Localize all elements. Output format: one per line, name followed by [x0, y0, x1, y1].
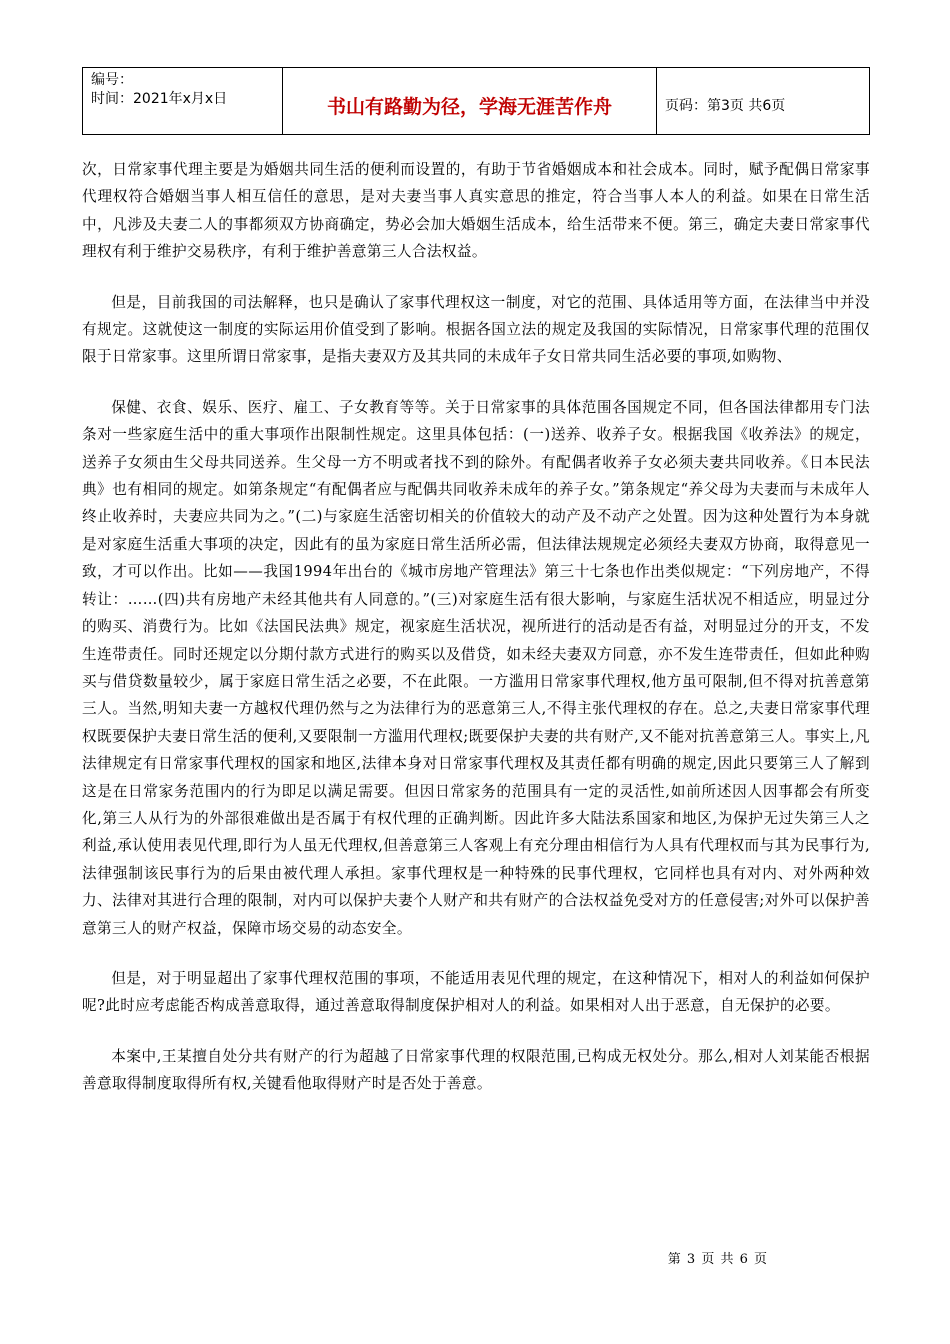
document-number-label: 编号：: [91, 72, 133, 88]
header-page-number: 页码：第3页 共6页: [665, 98, 786, 114]
page-footer: 第 3 页 共 6 页: [667, 1252, 768, 1267]
page-header: [82, 67, 870, 135]
paragraph-3: 保健、衣食、娱乐、医疗、雇工、子女教育等等。关于日常家事的具体范围各国规定不同，但各国法律都用专门法条对一些家庭生活中的重大事项作出限制性规定。这里具体包括：(一)送养、收养子女。根据我国《收养法》的规定，送养子女须由生父母共同送养。生父母一方不明或者找不到的除外。有配偶者收养子女必须夫妻共同收养。《日本民法典》也有相同的规定。如第条规定“有配偶者应与配偶共同收养未成年的养子女。”第条规定“养父母为夫妻而与未成年人终止收养时，夫妻应共同为之。”(二)与家庭生活密切相关的价值较大的动产及不动产之处置。因为这种处置行为本身就是对家庭生活重大事项的决定，因此有的虽为家庭日常生活所必需，但法律法规规定必须经夫妻双方协商，取得意见一致，才可以作出。比如——我国1994年出台的《城市房地产管理法》第三十七条也作出类似规定：“下列房地产，不得转让：……(四)共有房地产未经其他共有人同意的。”(三)对家庭生活有很大影响，与家庭生活状况不相适应，明显过分的购买、消费行为。比如《法国民法典》规定，视家庭生活状况，视所进行的活动是否有益，对明显过分的开支，不发生连带责任。同时还规定以分期付款方式进行的购买以及借贷，如未经夫妻双方同意，亦不发生连带责任，但如此种购买与借贷数量较少，属于家庭日常生活之必要，不在此限。一方滥用日常家事代理权,他方虽可限制,但不得对抗善意第三人。当然,明知夫妻一方越权代理仍然与之为法律行为的恶意第三人,不得主张代理权的存在。总之,夫妻日常家事代理权既要保护夫妻日常生活的便利,又要限制一方滥用代理权;既要保护夫妻的共有财产,又不能对抗善意第三人。事实上,凡法律规定有日常家事代理权的国家和地区,法律本身对日常家事代理权及其责任都有明确的规定,因此只要第三人了解到这是在日常家务范围内的行为即足以满足需要。但因日常家务的范围具有一定的灵活性,如前所述因人因事都会有所变化,第三人从行为的外部很难做出是否属于有权代理的正确判断。因此许多大陆法系国家和地区,为保护无过失第三人之利益,承认使用表见代理,即行为人虽无代理权,但善意第三人客观上有充分理由相信行为人具有代理权而与其为民事行为,法律强制该民事行为的后果由被代理人承担。家事代理权是一种特殊的民事代理权，它同样也具有对内、对外两种效力、法律对其进行合理的限制，对内可以保护夫妻个人财产和共有财产的合法权益免受对方的任意侵害;对外可以保护善意第三人的财产权益，保障市场交易的动态安全。: [82, 398, 870, 937]
paragraph-4: 但是，对于明显超出了家事代理权范围的事项，不能适用表见代理的规定，在这种情况下，相对人的利益如何保护呢?此时应考虑能否构成善意取得，通过善意取得制度保护相对人的利益。如果相对人出于恶意，自无保护的必要。: [82, 969, 870, 1015]
document-time-label: 时间：2021年x月x日: [91, 91, 228, 107]
document-body: [82, 156, 870, 1098]
header-motto: 书山有路勤为径，学海无涯苦作舟: [283, 68, 657, 134]
paragraph-5: 本案中,王某擅自处分共有财产的行为超越了日常家事代理的权限范围,已构成无权处分。那么,相对人刘某能否根据善意取得制度取得所有权,关键看他取得财产时是否处于善意。: [82, 1047, 870, 1093]
header-info-cell: [83, 68, 283, 134]
paragraph-2: 但是，目前我国的司法解释，也只是确认了家事代理权这一制度，对它的范围、具体适用等方面，在法律当中并没有规定。这就使这一制度的实际运用价值受到了影响。根据各国立法的规定及我国的实际情况，日常家事代理的范围仅限于日常家事。这里所谓日常家事，是指夫妻双方及其共同的未成年子女日常共同生活必要的事项,如购物、: [82, 293, 870, 366]
paragraph-1: 次，日常家事代理主要是为婚姻共同生活的便利而设置的，有助于节省婚姻成本和社会成本。同时，赋予配偶日常家事代理权符合婚姻当事人相互信任的意思，是对夫妻当事人真实意思的推定，符合当事人本人的利益。如果在日常生活中，凡涉及夫妻二人的事都须双方协商确定，势必会加大婚姻生活成本，给生活带来不便。第三，确定夫妻日常家事代理权有利于维护交易秩序，有利于维护善意第三人合法权益。: [82, 161, 870, 261]
